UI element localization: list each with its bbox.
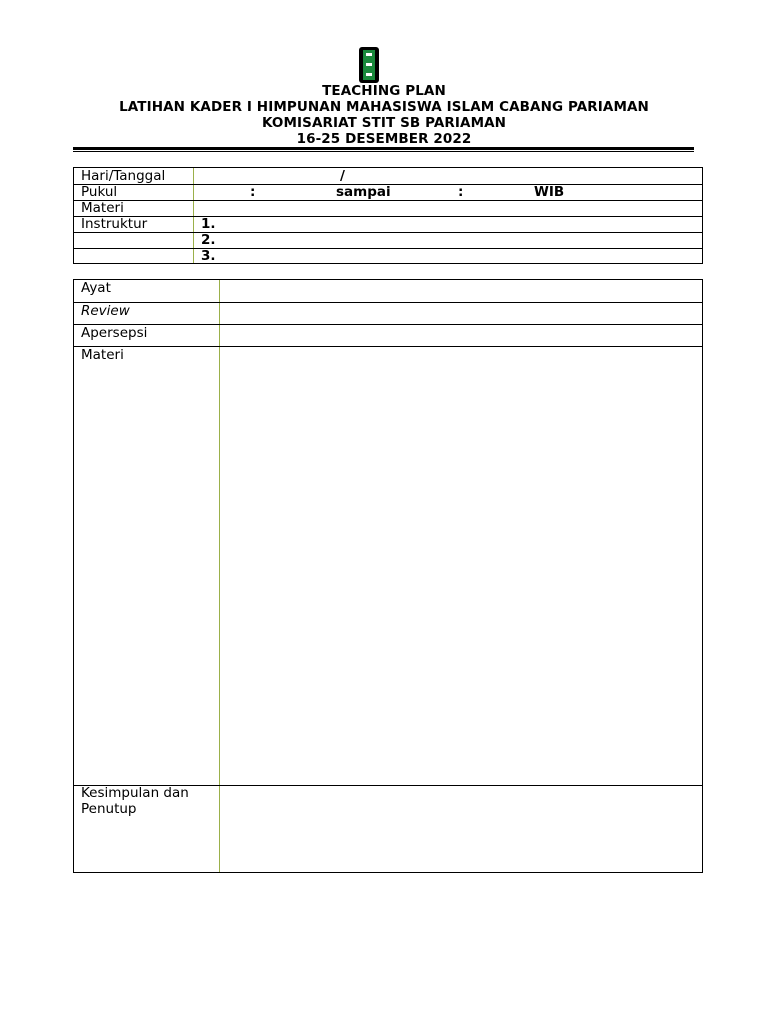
- row-instruktur-2: [74, 232, 702, 248]
- row-ayat: [74, 280, 702, 302]
- header-divider-thin: [73, 151, 694, 152]
- plan-table: [73, 279, 703, 873]
- instruktur-number-1: 1.: [201, 216, 216, 232]
- label-hari-tanggal: Hari/Tanggal: [81, 168, 166, 184]
- label-pukul: Pukul: [81, 184, 118, 200]
- pukul-colon-end: :: [458, 184, 464, 200]
- info-table: [73, 167, 703, 264]
- header-divider-thick: [73, 147, 694, 150]
- label-instruktur: Instruktur: [81, 216, 148, 232]
- row-pukul: [74, 184, 702, 200]
- label-review: Review: [81, 303, 130, 319]
- document-organization: KOMISARIAT STIT SB PARIAMAN: [261, 115, 507, 131]
- row-materi-content: [74, 346, 702, 785]
- row-review: [74, 302, 702, 324]
- document-subtitle: LATIHAN KADER I HIMPUNAN MAHASISWA ISLAM CABANG PARIAMAN: [119, 99, 649, 115]
- label-apersepsi: Apersepsi: [81, 325, 148, 341]
- row-materi: [74, 200, 702, 216]
- label-ayat: Ayat: [81, 280, 111, 296]
- pukul-colon-start: :: [250, 184, 256, 200]
- label-materi-content: Materi: [81, 347, 124, 363]
- instruktur-number-2: 2.: [201, 232, 216, 248]
- row-instruktur-3: [74, 248, 702, 264]
- label-kesimpulan-line1: Kesimpulan dan: [81, 785, 189, 801]
- row-instruktur-1: [74, 216, 702, 232]
- row-kesimpulan: [74, 785, 702, 873]
- row-apersepsi: [74, 324, 702, 346]
- pukul-sampai: sampai: [336, 184, 391, 200]
- label-materi: Materi: [81, 200, 124, 216]
- pukul-wib: WIB: [534, 184, 565, 200]
- hmi-logo: [359, 47, 379, 83]
- document-title: TEACHING PLAN: [322, 83, 446, 99]
- document-dates: 16-25 DESEMBER 2022: [296, 131, 472, 147]
- instruktur-number-3: 3.: [201, 248, 216, 264]
- hari-tanggal-separator: /: [340, 168, 345, 184]
- row-hari-tanggal: [74, 168, 702, 184]
- label-kesimpulan-line2: Penutup: [81, 801, 137, 817]
